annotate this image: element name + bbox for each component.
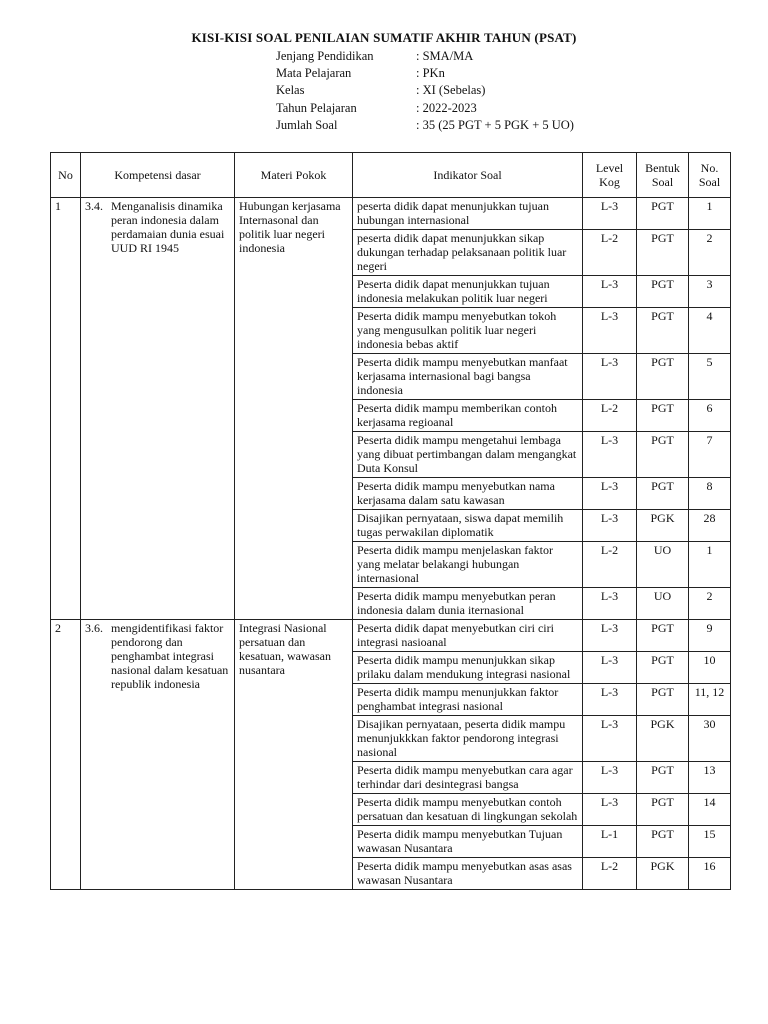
- cell-indikator-soal: Peserta didik mampu menyebutkan tokoh yang mengusulkan politik luar negeri indonesia bebas aktif: [353, 308, 583, 354]
- cell-indikator-soal: Disajikan pernyataan, siswa dapat memilih tugas perwakilan diplomatik: [353, 510, 583, 542]
- kd-number: 3.6.: [85, 621, 103, 635]
- cell-level-kog: L-3: [583, 716, 637, 762]
- meta-label: Jenjang Pendidikan: [276, 49, 374, 63]
- cell-no-soal: 6: [689, 400, 731, 432]
- meta-value: : 2022-2023: [416, 100, 477, 115]
- cell-bentuk-soal: PGT: [637, 432, 689, 478]
- cell-indikator-soal: Disajikan pernyataan, peserta didik mampu menunjukkkan faktor pendorong integrasi nasional: [353, 716, 583, 762]
- cell-bentuk-soal: PGK: [637, 858, 689, 890]
- cell-level-kog: L-3: [583, 794, 637, 826]
- cell-no-soal: 4: [689, 308, 731, 354]
- kisi-kisi-table: [50, 152, 731, 890]
- cell-level-kog: L-1: [583, 826, 637, 858]
- cell-bentuk-soal: PGT: [637, 794, 689, 826]
- table-header-row: [51, 153, 731, 198]
- cell-indikator-soal: Peserta didik mampu menyebutkan nama kerjasama dalam satu kawasan: [353, 478, 583, 510]
- cell-indikator-soal: Peserta didik mampu menyebutkan contoh persatuan dan kesatuan di lingkungan sekolah: [353, 794, 583, 826]
- cell-bentuk-soal: PGT: [637, 198, 689, 230]
- cell-no-soal: 5: [689, 354, 731, 400]
- meta-row-jenjang: [276, 48, 574, 65]
- cell-no-soal: 10: [689, 652, 731, 684]
- cell-bentuk-soal: PGT: [637, 826, 689, 858]
- cell-bentuk-soal: PGT: [637, 478, 689, 510]
- meta-row-jumlah: [276, 117, 574, 134]
- meta-label: Mata Pelajaran: [276, 66, 352, 81]
- cell-no-soal: 7: [689, 432, 731, 478]
- cell-materi-pokok: Integrasi Nasional persatuan dan kesatuan, wawasan nusantara: [235, 620, 353, 890]
- cell-level-kog: L-3: [583, 684, 637, 716]
- cell-no-soal: 28: [689, 510, 731, 542]
- cell-no-soal: 11, 12: [689, 684, 731, 716]
- meta-value: : SMA/MA: [416, 49, 474, 63]
- header-bentuk-soal: Bentuk Soal: [637, 153, 689, 198]
- cell-level-kog: L-3: [583, 276, 637, 308]
- cell-bentuk-soal: PGT: [637, 652, 689, 684]
- cell-indikator-soal: Peserta didik mampu menyebutkan manfaat kerjasama internasional bagi bangsa indonesia: [353, 354, 583, 400]
- cell-bentuk-soal: PGK: [637, 716, 689, 762]
- cell-level-kog: L-2: [583, 400, 637, 432]
- cell-bentuk-soal: PGT: [637, 684, 689, 716]
- kd-text: mengidentifikasi faktor pendorong dan penghambat integrasi nasional dalam kesatuan republik indonesia: [111, 621, 229, 691]
- cell-bentuk-soal: PGT: [637, 230, 689, 276]
- cell-group-no: 2: [51, 620, 81, 890]
- document-meta: [276, 48, 574, 134]
- meta-label: Kelas: [276, 83, 305, 98]
- cell-level-kog: L-3: [583, 308, 637, 354]
- cell-bentuk-soal: PGT: [637, 354, 689, 400]
- meta-value: : 35 (25 PGT + 5 PGK + 5 UO): [416, 117, 574, 132]
- cell-bentuk-soal: PGT: [637, 400, 689, 432]
- cell-level-kog: L-2: [583, 858, 637, 890]
- meta-row-mapel: [276, 65, 574, 82]
- cell-indikator-soal: Peserta didik mampu menunjukkan sikap prilaku dalam mendukung integrasi nasional: [353, 652, 583, 684]
- cell-level-kog: L-3: [583, 432, 637, 478]
- meta-label: Tahun Pelajaran: [276, 100, 357, 115]
- cell-kompetensi-dasar: [81, 198, 235, 620]
- header-materi-pokok: Materi Pokok: [235, 153, 353, 198]
- cell-no-soal: 2: [689, 230, 731, 276]
- cell-indikator-soal: Peserta didik mampu menyebutkan asas asas wawasan Nusantara: [353, 858, 583, 890]
- cell-indikator-soal: Peserta didik dapat menunjukkan tujuan indonesia melakukan politik luar negeri: [353, 276, 583, 308]
- meta-value: : PKn: [416, 66, 445, 81]
- cell-no-soal: 13: [689, 762, 731, 794]
- cell-no-soal: 9: [689, 620, 731, 652]
- document-title: KISI-KISI SOAL PENILAIAN SUMATIF AKHIR TAHUN (PSAT): [191, 30, 577, 45]
- cell-bentuk-soal: PGT: [637, 276, 689, 308]
- meta-row-tahun: [276, 100, 574, 117]
- header-no: No: [51, 153, 81, 198]
- cell-indikator-soal: Peserta didik dapat menyebutkan ciri ciri integrasi nasioanal: [353, 620, 583, 652]
- cell-materi-pokok: Hubungan kerjasama Internasonal dan politik luar negeri indonesia: [235, 198, 353, 620]
- cell-level-kog: L-2: [583, 230, 637, 276]
- cell-indikator-soal: Peserta didik mampu menjelaskan faktor yang melatar belakangi hubungan internasional: [353, 542, 583, 588]
- cell-group-no: 1: [51, 198, 81, 620]
- cell-kompetensi-dasar: [81, 620, 235, 890]
- cell-level-kog: L-2: [583, 542, 637, 588]
- cell-level-kog: L-3: [583, 510, 637, 542]
- cell-level-kog: L-3: [583, 588, 637, 620]
- cell-bentuk-soal: PGT: [637, 308, 689, 354]
- cell-no-soal: 30: [689, 716, 731, 762]
- cell-no-soal: 16: [689, 858, 731, 890]
- cell-level-kog: L-3: [583, 652, 637, 684]
- meta-label: Jumlah Soal: [276, 117, 338, 132]
- cell-level-kog: L-3: [583, 354, 637, 400]
- cell-indikator-soal: Peserta didik mampu menyebutkan cara agar terhindar dari desintegrasi bangsa: [353, 762, 583, 794]
- cell-indikator-soal: Peserta didik mampu memberikan contoh kerjasama regioanal: [353, 400, 583, 432]
- cell-bentuk-soal: UO: [637, 588, 689, 620]
- cell-no-soal: 2: [689, 588, 731, 620]
- cell-indikator-soal: Peserta didik mampu mengetahui lembaga yang dibuat pertimbangan dalam mengangkat Duta Konsul: [353, 432, 583, 478]
- cell-bentuk-soal: PGK: [637, 510, 689, 542]
- cell-level-kog: L-3: [583, 762, 637, 794]
- cell-no-soal: 15: [689, 826, 731, 858]
- cell-indikator-soal: Peserta didik mampu menyebutkan peran indonesia dalam dunia iternasional: [353, 588, 583, 620]
- cell-bentuk-soal: UO: [637, 542, 689, 588]
- header-indikator-soal: Indikator Soal: [353, 153, 583, 198]
- table-row: [51, 198, 731, 230]
- meta-value: : XI (Sebelas): [416, 83, 486, 98]
- cell-level-kog: L-3: [583, 478, 637, 510]
- table-body: [51, 198, 731, 890]
- cell-no-soal: 1: [689, 542, 731, 588]
- kd-text: Menganalisis dinamika peran indonesia dalam perdamaian dunia esuai UUD RI 1945: [111, 199, 225, 255]
- meta-row-kelas: [276, 82, 574, 99]
- cell-indikator-soal: Peserta didik mampu menyebutkan Tujuan wawasan Nusantara: [353, 826, 583, 858]
- cell-level-kog: L-3: [583, 198, 637, 230]
- cell-bentuk-soal: PGT: [637, 620, 689, 652]
- table-row: [51, 620, 731, 652]
- cell-bentuk-soal: PGT: [637, 762, 689, 794]
- cell-no-soal: 14: [689, 794, 731, 826]
- header-kompetensi-dasar: Kompetensi dasar: [81, 153, 235, 198]
- cell-level-kog: L-3: [583, 620, 637, 652]
- cell-no-soal: 1: [689, 198, 731, 230]
- header-level-kog: Level Kog: [583, 153, 637, 198]
- cell-indikator-soal: Peserta didik mampu menunjukkan faktor penghambat integrasi nasional: [353, 684, 583, 716]
- header-no-soal: No. Soal: [689, 153, 731, 198]
- kd-number: 3.4.: [85, 199, 103, 213]
- cell-indikator-soal: peserta didik dapat menunjukkan tujuan hubungan internasional: [353, 198, 583, 230]
- cell-no-soal: 3: [689, 276, 731, 308]
- cell-indikator-soal: peserta didik dapat menunjukkan sikap dukungan terhadap pelaksanaan politik luar negeri: [353, 230, 583, 276]
- cell-no-soal: 8: [689, 478, 731, 510]
